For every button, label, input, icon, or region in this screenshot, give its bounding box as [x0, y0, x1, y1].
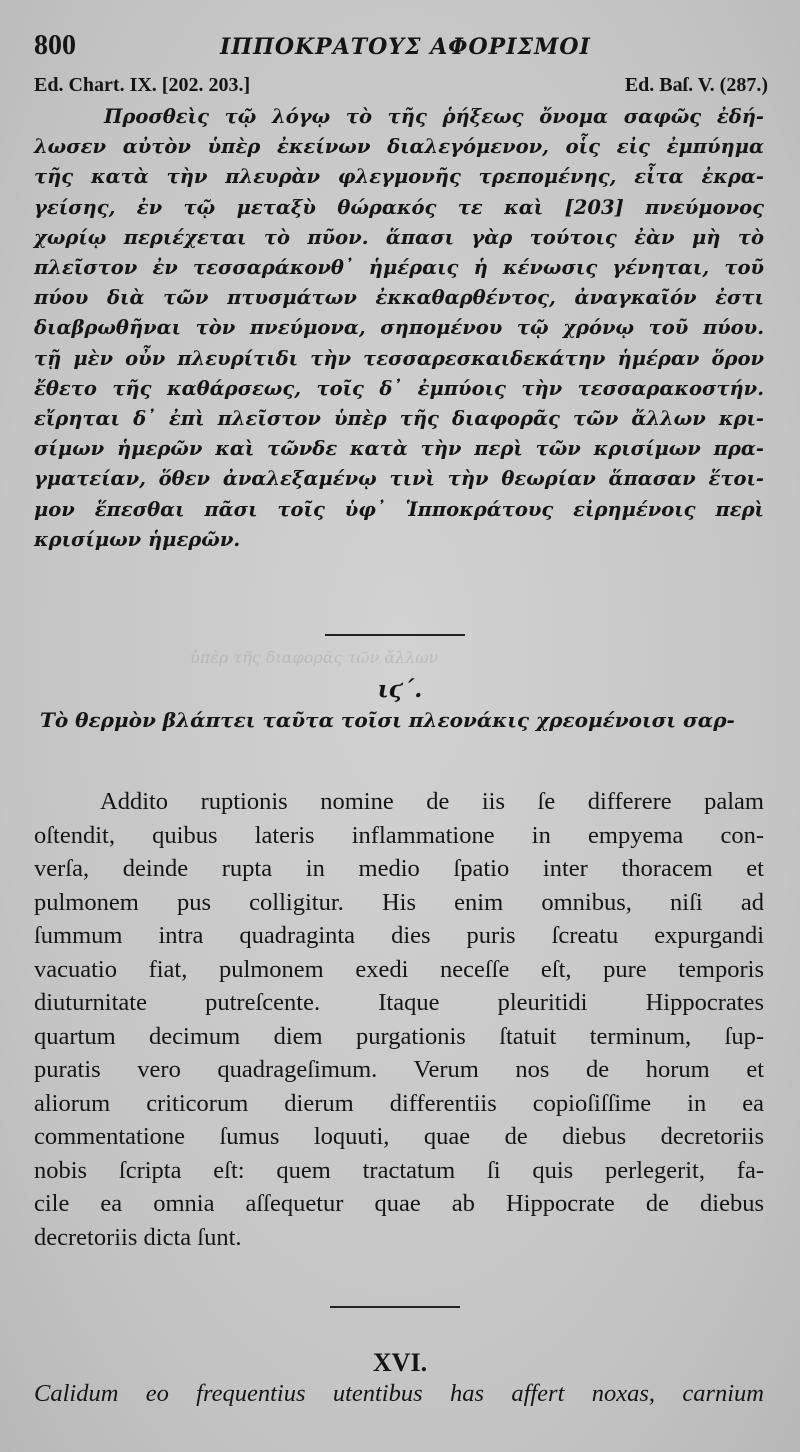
greek-line: μον ἕπεσθαι πᾶσι τοῖς ὑφ᾽ Ἱπποκράτους εἰρημένοις περὶ — [34, 497, 764, 521]
latin-line: aliorum criticorum dierum differentiis copioſiſſime in ea — [34, 1089, 764, 1117]
greek-aphorism-text: Τὸ θερμὸν βλάπτει ταῦτα τοῖσι πλεονάκις χρεομένοισι σαρ- — [40, 708, 735, 732]
greek-line: Προσθεὶς τῷ λόγῳ τὸ τῆς ῥήξεως ὄνομα σαφῶς ἐδή- — [104, 105, 764, 128]
latin-section-number: XVI. — [372, 1348, 428, 1377]
greek-line: πλεῖστον ἐν τεσσαράκονθ᾽ ἡμέραις ἡ κένωσις γένηται, τοῦ — [34, 256, 764, 280]
greek-commentary — [34, 102, 764, 555]
latin-line: vacuatio fiat, pulmonem exedi neceſſe eſt, pure temporis — [34, 955, 764, 983]
latin-line: oſtendit, quibus lateris inflammatione in empyema con- — [34, 821, 764, 849]
latin-line: Addito ruptionis nomine de iis ſe differere palam — [100, 788, 764, 815]
latin-line: decretoriis dicta ſunt. — [34, 1223, 242, 1251]
bleed-through-text: ὑπὲρ τῆς διαφορᾶς τῶν ἄλλων — [190, 648, 439, 667]
greek-line: λωσεν αὐτὸν ὑπὲρ ἐκείνων διαλεγόμενον, οἷς εἰς ἐμπύημα — [34, 135, 764, 159]
page-number: 800 — [34, 30, 76, 61]
greek-line: χωρίῳ περιέχεται τὸ πῦον. ἅπασι γὰρ τούτοις ἐὰν μὴ τὸ — [34, 225, 764, 249]
latin-line: ſummum intra quadraginta dies puris ſcreatu expurgandi — [34, 922, 764, 949]
greek-section-number: ιϛ΄. — [377, 676, 423, 703]
latin-line: cile ea omnia aſſequetur quae ab Hippocrate de diebus — [34, 1190, 764, 1217]
greek-line: γματείαν, ὅθεν ἀναλεξαμένῳ τινὶ τὴν θεωρίαν ἅπασαν ἕτοι- — [34, 467, 764, 491]
running-title: ΙΠΠΟΚΡΑΤΟΥΣ ΑΦΟΡΙΣΜΟΙ — [220, 34, 591, 60]
greek-line: διαβρωθῆναι τὸν πνεύμονα, σηπομένου τῷ χρόνῳ τοῦ πύου. — [34, 316, 764, 340]
latin-line: diuturnitate putreſcente. Itaque pleuritidi Hippocrates — [34, 989, 764, 1016]
greek-line: τῆς κατὰ τὴν πλευρὰν φλεγμονῆς τρεπομένης, εἶτα ἐκρα- — [34, 165, 764, 189]
edition-reference-left: Ed. Chart. IX. [202. 203.] — [34, 74, 251, 96]
greek-line: γείσης, ἐν τῷ μεταξὺ θώρακός τε καὶ [203] πνεύμονος — [34, 195, 764, 219]
greek-line: σίμων ἡμερῶν καὶ τῶνδε κατὰ τὴν περὶ τῶν κρισίμων πρα- — [34, 437, 764, 461]
latin-line: commentatione ſumus loquuti, quae de diebus decretoriis — [34, 1123, 764, 1150]
latin-line: pulmonem pus colligitur. His enim omnibus, niſi ad — [34, 888, 764, 916]
greek-line: ἔθετο τῆς καθάρσεως, τοῖς δ᾽ ἐμπύοις τὴν τεσσαρακοστήν. — [34, 376, 764, 400]
section-divider — [330, 1306, 460, 1308]
greek-line: πύου διὰ τῶν πτυσμάτων ἐκκαθαρθέντος, ἀναγκαῖόν ἐστι — [34, 286, 764, 310]
latin-aphorism-text: Calidum eo frequentius utentibus has affert noxas, carnium — [34, 1380, 764, 1407]
latin-line: nobis ſcripta eſt: quem tractatum ſi quis perlegerit, fa- — [34, 1156, 764, 1184]
section-divider — [325, 634, 465, 636]
edition-reference-right: Ed. Baſ. V. (287.) — [624, 74, 768, 96]
latin-line: verſa, deinde rupta in medio ſpatio inter thoracem et — [34, 855, 764, 882]
greek-line: τῇ μὲν οὖν πλευρίτιδι τὴν τεσσαρεσκαιδεκάτην ἡμέραν ὅρον — [34, 346, 764, 370]
latin-line: quartum decimum diem purgationis ſtatuit terminum, ſup- — [34, 1022, 764, 1050]
latin-commentary — [34, 785, 764, 1254]
page-header — [34, 30, 774, 70]
latin-line: puratis vero quadrageſimum. Verum nos de horum et — [34, 1056, 764, 1083]
greek-line: κρισίμων ἡμερῶν. — [34, 527, 241, 551]
greek-line: εἴρηται δ᾽ ἐπὶ πλεῖστον ὑπὲρ τῆς διαφορᾶς τῶν ἄλλων κρι- — [34, 407, 764, 431]
